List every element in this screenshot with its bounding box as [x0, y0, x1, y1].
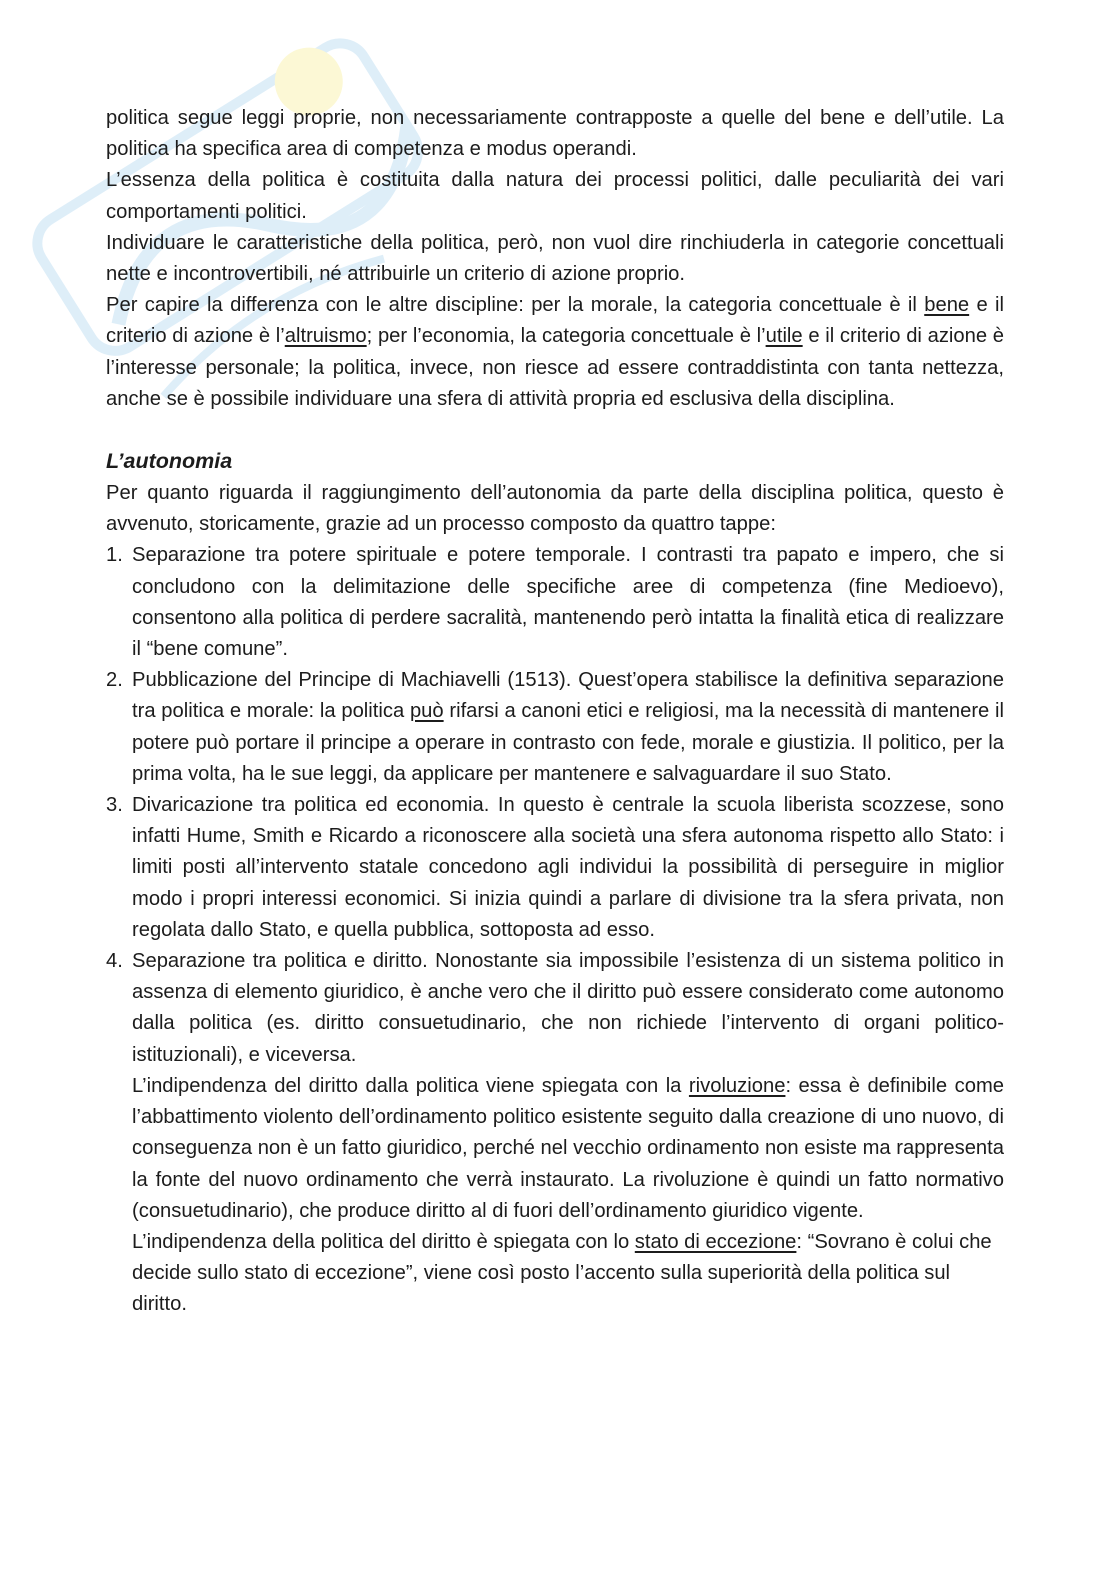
text-run: rifarsi a canoni etici e religiosi, ma la necessità di mantenere il potere può portare il principe a operare in contrasto con fede, morale e giustizia. Il politico, per la prima volta, ha le sue leggi, da applicare per mantenere e salvaguardare il suo Stato.: [132, 700, 1004, 785]
stages-list: [106, 540, 1004, 1320]
intro-paragraph-4: [106, 290, 1004, 415]
list-number: 3.: [106, 794, 123, 817]
list-item-text: Separazione tra potere spirituale e potere temporale. I contrasti tra papato e impero, che si concludono con la delimitazione delle specifiche aree di competenza (fine Medioevo), consentono alla politica di perdere sacralità, mantenendo però intatta la finalità etica di realizzare il “bene comune”.: [132, 544, 1004, 661]
list-number: 4.: [106, 950, 123, 973]
underlined-term-utile: utile: [765, 325, 803, 348]
text-run: L’indipendenza della politica del diritto è spiegata con lo: [132, 1230, 635, 1253]
list-item-1: [106, 540, 1004, 665]
list-item-2: [106, 665, 1004, 790]
underlined-term-bene: bene: [924, 294, 970, 317]
text-run: Pubblicazione del Principe di Machiavelli (1513). Quest’opera stabilisce la definitiva separazione tra politica e morale: la politica: [132, 669, 1004, 723]
list-item-3: [106, 790, 1004, 946]
intro-paragraph-1: politica segue leggi proprie, non necessariamente contrapposte a quelle del bene e dell’utile. La politica ha specifica area di competenza e modus operandi.: [106, 107, 1004, 161]
list-item-4: [106, 946, 1004, 1320]
text-run: e il criterio di azione è l’: [106, 294, 1005, 348]
underlined-term-stato-di-eccezione: stato di eccezione: [634, 1230, 797, 1253]
text-run: L’indipendenza del diritto dalla politica viene spiegata con la: [132, 1074, 689, 1097]
list-number: 2.: [106, 669, 123, 692]
list-item-text: Separazione tra politica e diritto. Nonostante sia impossibile l’esistenza di un sistema politico in assenza di elemento giuridico, è anche vero che il diritto può essere considerato come autonomo dalla politica (es. diritto consuetudinario, che non richiede l’intervento di organi politico-istituzionali), e viceversa.: [132, 950, 1004, 1066]
section-lead: Per quanto riguarda il raggiungimento dell’autonomia da parte della disciplina politica, questo è avvenuto, storicamente, grazie ad un processo composto da quattro tappe:: [106, 482, 1004, 536]
text-run: Per capire la differenza con le altre discipline: per la morale, la categoria concettuale è il: [106, 294, 925, 317]
text-run: ; per l’economia, la categoria concettuale è l’: [366, 325, 766, 348]
list-number: 1.: [106, 544, 123, 567]
intro-paragraph-2: L’essenza della politica è costituita dalla natura dei processi politici, dalle peculiarità dei vari comportamenti politici.: [106, 169, 1004, 223]
list-item-text: [132, 665, 1004, 790]
text-run: : “Sovrano è colui che decide sullo stato di eccezione”, viene così posto l’accento sulla superiorità della politica sul diritto.: [132, 1230, 992, 1316]
underlined-term-altruismo: altruismo: [284, 325, 367, 348]
list-item-paragraph-rivoluzione: [132, 1071, 1004, 1227]
text-run: : essa è definibile come l’abbattimento violento dell’ordinamento politico esistente seguito dalla creazione di uno nuovo, di conseguenza non è un fatto giuridico, perché nel vecchio ordinamento non esiste ma rappresenta la fonte del nuovo ordinamento che verrà instaurato. La rivoluzione è quindi un fatto normativo (consuetudinario), che produce diritto al di fuori dell’ordinamento giuridico vigente.: [132, 1074, 1004, 1222]
list-item-text: Divaricazione tra politica ed economia. In questo è centrale la scuola liberista scozzese, sono infatti Hume, Smith e Ricardo a riconoscere alla società una sfera autonoma rispetto allo Stato: i limiti posti all’intervento statale concedono agli individui la possibilità di perseguire in miglior modo i propri interessi economici. Si inizia quindi a parlare di divisione tra la sfera privata, non regolata dallo Stato, e quella pubblica, sottoposta ad esso.: [132, 794, 1004, 941]
section-heading: L’autonomia: [106, 449, 233, 474]
underlined-term-rivoluzione: rivoluzione: [688, 1074, 786, 1097]
intro-paragraph-3: Individuare le caratteristiche della politica, però, non vuol dire rinchiuderla in categorie concettuali nette e incontrovertibili, né attribuirle un criterio di azione proprio.: [106, 231, 1004, 286]
underlined-term-puo: può: [409, 700, 444, 723]
list-item-paragraph-eccezione: [132, 1227, 1004, 1321]
document-page: [106, 103, 1004, 1321]
text-run: e il criterio di azione è l’interesse personale; la politica, invece, non riesce ad essere contraddistinta con tanta nettezza, anche se è possibile individuare una sfera di attività propria ed esclusiva della disciplina.: [106, 325, 1005, 410]
